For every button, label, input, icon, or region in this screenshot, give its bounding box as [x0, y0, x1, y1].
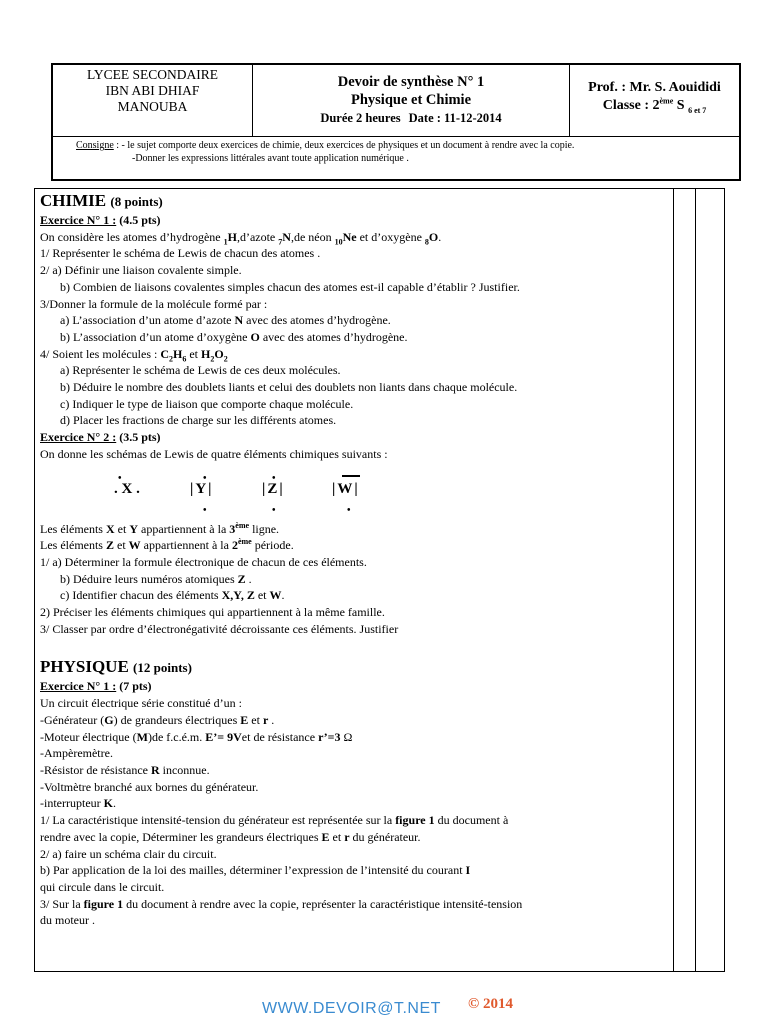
- chimie-ex1-title: [40, 212, 670, 229]
- i1-end: .: [268, 712, 275, 727]
- e2-w: W: [128, 538, 141, 553]
- i2-end: Ω: [343, 729, 353, 744]
- q1-pre: 1/ La caractéristique intensité-tension du générateur est représentée sur la: [40, 813, 396, 828]
- physique-ex1-pts: (7 pts): [116, 679, 152, 694]
- footer-site: WWW.DEVOIR@T.NET: [262, 1000, 441, 1017]
- chimie-ex1-label: Exercice N° 1 :: [40, 213, 117, 227]
- e2-sup: ème: [237, 537, 252, 547]
- chimie-p3: 3/ Classer par ordre d’électronégativité décroissante ces éléments. Justifier: [40, 621, 399, 636]
- atom-o: O: [428, 229, 439, 244]
- i2-r: r’=3: [318, 729, 344, 744]
- chimie-heading: [40, 191, 670, 212]
- q3a-pre: a) L’association d’un atome d’azote: [60, 313, 235, 328]
- chimie-ex2-label: Exercice N° 2 :: [40, 430, 117, 445]
- p1b-z: Z: [237, 571, 246, 586]
- e2-z: Z: [105, 538, 114, 553]
- p1b-end: .: [245, 571, 252, 586]
- lewis-w-symbol: W: [337, 480, 353, 497]
- header-top-row: [53, 65, 739, 137]
- consigne-text-1: : - le sujet comporte deux exercices de chimie, deux exercices de physiques et un document à rendre avec la copie.: [113, 140, 575, 151]
- i1-g: G: [104, 712, 114, 727]
- title-cell: [253, 65, 570, 136]
- physique-item-4: [40, 762, 670, 779]
- physique-q3: [40, 896, 670, 913]
- e2-mid: et: [114, 538, 129, 553]
- teacher-name: Prof. : Mr. S. Aouididi: [588, 80, 721, 95]
- e2-n: 2: [231, 538, 238, 553]
- lewis-y-dot: •: [203, 472, 207, 484]
- chimie-e1: [40, 521, 670, 538]
- class-sup: ème: [659, 96, 674, 106]
- chimie-q4d: d) Placer les fractions de charge sur les différents atomes.: [60, 413, 337, 428]
- lewis-w-bar: [342, 475, 360, 477]
- e1-y: Y: [129, 521, 138, 536]
- physique-q2b: [40, 862, 670, 879]
- physique-heading: [40, 657, 670, 678]
- i1-r: r: [262, 712, 269, 727]
- chimie-title: CHIMIE: [40, 191, 107, 210]
- exam-subject: Physique et Chimie: [350, 92, 472, 108]
- school-cell: [53, 65, 253, 136]
- q4-m1s: 2: [169, 354, 173, 364]
- chimie-ex1-intro: [40, 229, 670, 246]
- chimie-p2: 2) Préciser les éléments chimiques qui appartiennent à la même famille.: [40, 605, 385, 620]
- lewis-diagrams: [40, 463, 670, 521]
- lewis-z-symbol: Z: [267, 480, 278, 497]
- p1c-w: W: [269, 588, 282, 603]
- p1c-mid: et: [254, 588, 270, 603]
- class-sub: 6 et 7: [688, 105, 707, 115]
- intro-b: ,d’azote: [236, 229, 279, 244]
- i2-m: M: [136, 729, 148, 744]
- school-line-2: IBN ABI DHIAF: [105, 83, 200, 98]
- q1-r: r: [344, 829, 350, 844]
- chimie-q2b: b) Combien de liaisons covalentes simples chacun des atomes est-il capable d’établir ? Justifier.: [60, 279, 520, 294]
- lewis-z-dot-bottom: •: [272, 504, 276, 516]
- i6-end: .: [112, 796, 116, 811]
- school-line-3: MANOUBA: [117, 99, 188, 114]
- class-s: S: [673, 98, 689, 113]
- physique-q2b-l2: qui circule dans le circuit.: [40, 879, 165, 894]
- chimie-ex1-pts: (4.5 pts): [116, 213, 161, 227]
- q3b-post: avec des atomes d’hydrogène.: [259, 329, 408, 344]
- chimie-q4: [40, 346, 670, 363]
- exam-title: Devoir de synthèse N° 1: [337, 74, 485, 90]
- chimie-q3a: [40, 312, 670, 329]
- chimie-points: (8 points): [110, 194, 163, 209]
- physique-ex1-title: [40, 678, 670, 695]
- e2-pre: Les éléments: [40, 538, 106, 553]
- p1c-pre: c) Identifier chacun des éléments: [60, 588, 222, 603]
- q3-fig: figure 1: [83, 896, 124, 911]
- physique-item-6: [40, 795, 670, 812]
- lewis-x: . X .: [114, 480, 140, 497]
- teacher-cell: [570, 65, 739, 136]
- physique-q1-l2: [40, 829, 670, 846]
- e2-end: période.: [251, 538, 294, 553]
- q3b-atom: O: [250, 329, 260, 344]
- p1c-elements: X,Y, Z: [221, 588, 255, 603]
- e1-post: appartiennent à la: [138, 521, 230, 536]
- consigne-label: Consigne: [76, 140, 114, 151]
- i2-e: E’= 9V: [205, 729, 242, 744]
- i4-end: inconnue.: [159, 762, 210, 777]
- class-prefix: Classe : 2: [602, 98, 660, 113]
- chimie-p1c: [40, 587, 670, 604]
- chimie-p1b: [40, 571, 670, 588]
- chimie-q4c: c) Indiquer le type de liaison que comporte chaque molécule.: [60, 396, 354, 411]
- lewis-w-dot-bottom: •: [347, 504, 351, 516]
- margin-line-2: [695, 189, 696, 971]
- lewis-z-dot: •: [272, 472, 276, 484]
- lewis-x-dot: •: [118, 472, 122, 484]
- physique-item-2: [40, 729, 670, 746]
- sub-ne: 10: [334, 237, 343, 247]
- q2b-pre: b) Par application de la loi des mailles, déterminer l’expression de l’intensité du courant: [40, 863, 466, 878]
- consigne-block: [53, 137, 739, 179]
- p1b-pre: b) Déduire leurs numéros atomiques: [60, 571, 238, 586]
- chimie-p1a: 1/ a) Déterminer la formule électronique de chacun de ces éléments.: [40, 554, 367, 569]
- q4-m2bs: 2: [223, 354, 228, 364]
- i2-mid: )de f.c.é.m.: [147, 729, 206, 744]
- atom-h: H: [227, 229, 237, 244]
- lewis-z: | Z |: [262, 480, 283, 497]
- chimie-q3: 3/Donner la formule de la molécule formé par :: [40, 296, 268, 311]
- i1-pre: -Générateur (: [40, 712, 105, 727]
- physique-ex1-label: Exercice N° 1 :: [40, 679, 117, 694]
- chimie-ex2-intro: On donne les schémas de Lewis de quatre éléments chimiques suivants :: [40, 446, 388, 461]
- exam-content: [40, 191, 670, 929]
- margin-line-1: [673, 189, 674, 971]
- i2-pre: -Moteur électrique (: [40, 729, 137, 744]
- sub-n: 7: [278, 237, 283, 247]
- chimie-e2: [40, 537, 670, 554]
- q3a-atom: N: [234, 313, 244, 328]
- q2b-i: I: [465, 863, 471, 878]
- e1-mid: et: [114, 521, 130, 536]
- lewis-w: | W |: [332, 480, 358, 497]
- q4-m2b: O: [214, 346, 224, 361]
- e1-n: 3: [229, 521, 236, 536]
- q1-e: E: [321, 829, 330, 844]
- q3-pre: 3/ Sur la: [40, 896, 84, 911]
- physique-q3-l2: du moteur .: [40, 913, 95, 928]
- chimie-ex2-pts: (3.5 pts): [116, 430, 161, 445]
- e1-sup: ème: [235, 520, 250, 530]
- e1-x: X: [105, 521, 115, 536]
- consigne-text-2: -Donner les expressions littérales avant toute application numérique .: [132, 153, 409, 164]
- q4-m2s: 2: [210, 354, 215, 364]
- physique-title: PHYSIQUE: [40, 657, 129, 677]
- chimie-q4b: b) Déduire le nombre des doublets liants et celui des doublets non liants dans chaque molécule.: [60, 380, 518, 395]
- chimie-q3b: [40, 329, 670, 346]
- exam-header: [51, 63, 741, 181]
- q4-m1: C: [160, 346, 169, 361]
- lewis-y-symbol: Y: [195, 480, 207, 497]
- i1-mid: ) de grandeurs électriques: [113, 712, 241, 727]
- lewis-y: | Y |: [190, 480, 212, 497]
- physique-q2a: 2/ a) faire un schéma clair du circuit.: [40, 846, 217, 861]
- footer-copyright: © 2014: [468, 996, 513, 1012]
- q1-end: du générateur.: [349, 829, 421, 844]
- e1-pre: Les éléments: [40, 521, 106, 536]
- q4-m1bs: 6: [182, 354, 187, 364]
- e1-end: ligne.: [249, 521, 280, 536]
- i6-k: K: [103, 796, 113, 811]
- physique-intro: Un circuit électrique série constitué d’un :: [40, 696, 242, 711]
- q1-and: et: [329, 829, 345, 844]
- sub-h: 1: [223, 237, 228, 247]
- atom-n: N: [282, 229, 291, 244]
- i4-pre: -Résistor de résistance: [40, 762, 151, 777]
- i1-e: E: [240, 712, 249, 727]
- physique-item-1: [40, 712, 670, 729]
- q1-l2-pre: rendre avec la copie, Déterminer les grandeurs électriques: [40, 829, 322, 844]
- physique-q1: [40, 812, 670, 829]
- i4-r: R: [150, 762, 160, 777]
- exam-meta: [253, 111, 569, 126]
- exam-duration: Durée 2 heures: [320, 111, 401, 125]
- q1-fig: figure 1: [395, 813, 435, 828]
- chimie-q4a: a) Représenter le schéma de Lewis de ces deux molécules.: [60, 363, 341, 378]
- i6-pre: -interrupteur: [40, 796, 104, 811]
- q4-m2: H: [201, 346, 211, 361]
- intro-c: ,de néon: [290, 229, 335, 244]
- q3b-pre: b) L’association d’un atome d’oxygène: [60, 329, 251, 344]
- intro-d: et d’oxygène: [356, 229, 425, 244]
- chimie-q1: 1/ Représenter le schéma de Lewis de chacun des atomes .: [40, 246, 321, 261]
- q4-and: et: [186, 346, 202, 361]
- q3a-post: avec des atomes d’hydrogène.: [243, 313, 391, 328]
- physique-item-3: -Ampèremètre.: [40, 746, 113, 761]
- intro-e: .: [438, 229, 442, 244]
- school-line-1: LYCEE SECONDAIRE: [86, 67, 219, 82]
- q3-post: du document à rendre avec la copie, représenter la caractéristique intensité-tension: [123, 896, 523, 911]
- chimie-ex2-title: [40, 429, 670, 446]
- e2-post: appartiennent à la: [140, 538, 232, 553]
- intro-a: On considère les atomes d’hydrogène: [40, 229, 224, 244]
- exam-date: Date : 11-12-2014: [408, 111, 502, 125]
- physique-points: (12 points): [133, 660, 192, 676]
- physique-item-5: -Voltmètre branché aux bornes du générateur.: [40, 779, 259, 794]
- q4-m1b: H: [173, 346, 183, 361]
- p1c-end: .: [281, 588, 285, 603]
- i2-mid2: et de résistance: [241, 729, 319, 744]
- section-spacer: [40, 637, 670, 657]
- sub-o: 8: [424, 237, 429, 247]
- chimie-q2a: 2/ a) Définir une liaison covalente simple.: [40, 263, 242, 278]
- q1-post: du document à: [434, 813, 509, 828]
- q4-pre: 4/ Soient les molécules :: [40, 346, 161, 361]
- i1-and: et: [248, 712, 263, 727]
- atom-ne: Ne: [342, 229, 357, 244]
- class-info: [570, 97, 739, 115]
- lewis-y-dot-bottom: •: [203, 504, 207, 516]
